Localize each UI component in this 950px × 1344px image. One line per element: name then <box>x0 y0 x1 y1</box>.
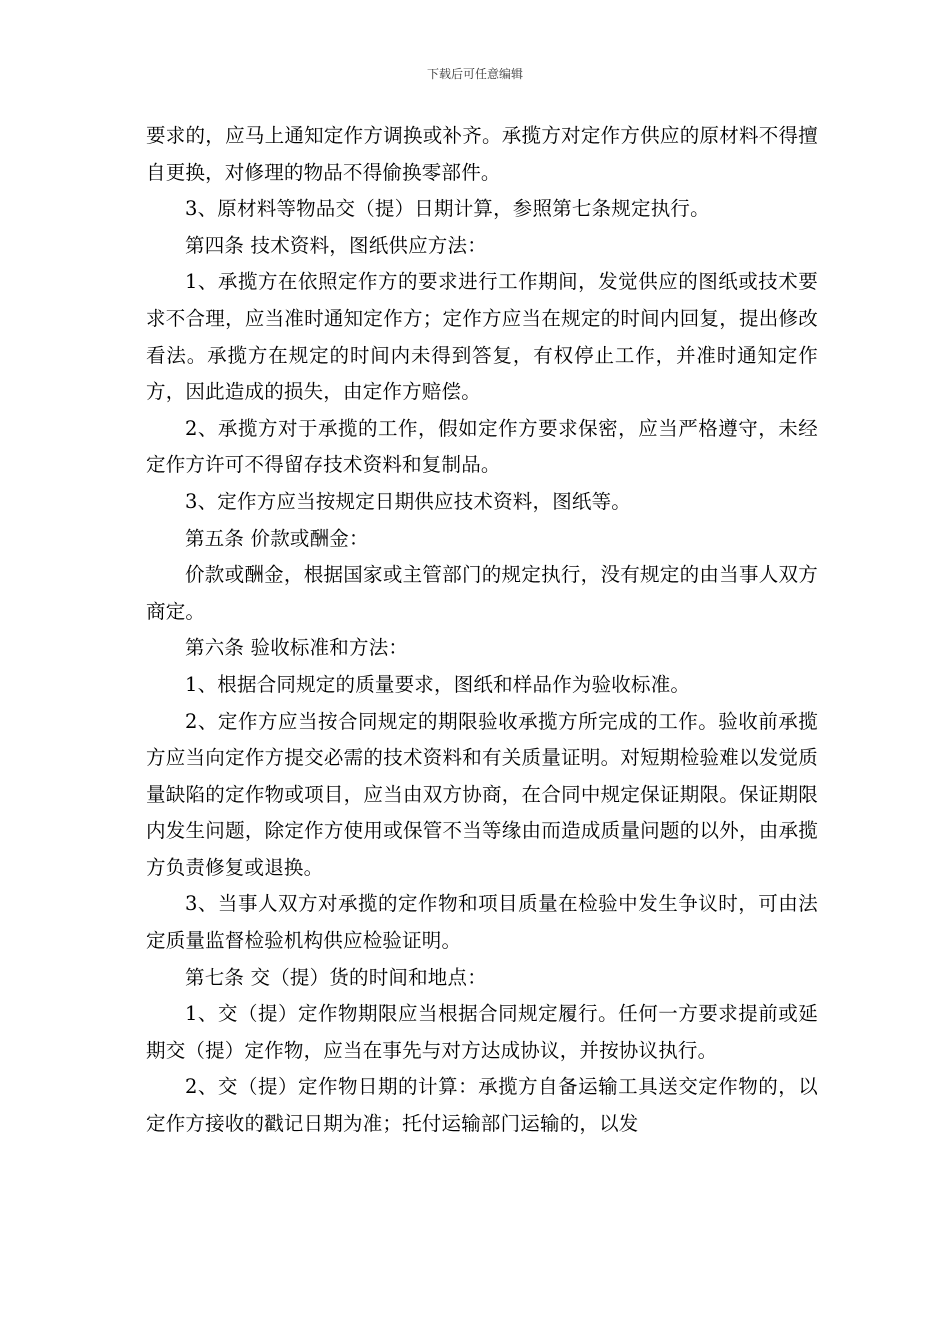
paragraph-article6-item1: 1、根据合同规定的质量要求，图纸和样品作为验收标准。 <box>185 672 691 696</box>
page-header: 下载后可任意编辑 <box>426 67 523 81</box>
article-7-heading: 第七条 交（提）货的时间和地点： <box>185 965 487 989</box>
paragraph-article7-item1: 1、交（提）定作物期限应当根据合同规定履行。任何一方要求提前或延期交（提）定作物，应当在事先与对方达成协议，并按协议执行。 <box>146 1002 818 1062</box>
article-5-heading: 第五条 价款或酬金： <box>185 526 369 550</box>
document-body <box>146 118 818 1143</box>
paragraph-article5-body: 价款或酬金，根据国家或主管部门的规定执行，没有规定的由当事人双方商定。 <box>146 563 818 623</box>
paragraph-article6-item3: 3、当事人双方对承揽的定作物和项目质量在检验中发生争议时，可由法定质量监督检验机构供应检验证明。 <box>146 892 818 953</box>
paragraph-article4-item2: 2、承揽方对于承揽的工作，假如定作方要求保密，应当严格遵守，未经定作方许可不得留存技术资料和复制品。 <box>146 416 818 477</box>
paragraph-article4-item1: 1、承揽方在依照定作方的要求进行工作期间，发觉供应的图纸或技术要求不合理，应当准时通知定作方；定作方应当在规定的时间内回复，提出修改看法。承揽方在规定的时间内未得到答复，有权停止工作，并准时通知定作方，因此造成的损失，由定作方赔偿。 <box>146 270 818 404</box>
paragraph-article7-item2: 2、交（提）定作物日期的计算：承揽方自备运输工具送交定作物的，以定作方接收的戳记日期为准；托付运输部门运输的，以发 <box>146 1075 818 1136</box>
article-6-heading: 第六条 验收标准和方法： <box>185 636 409 660</box>
paragraph-article4-item3: 3、定作方应当按规定日期供应技术资料，图纸等。 <box>185 489 632 513</box>
paragraph-article3-item3: 3、原材料等物品交（提）日期计算，参照第七条规定执行。 <box>185 197 710 221</box>
paragraph-continued: 要求的，应马上通知定作方调换或补齐。承揽方对定作方供应的原材料不得擅自更换，对修理的物品不得偷换零部件。 <box>146 124 818 184</box>
article-4-heading: 第四条 技术资料，图纸供应方法： <box>185 233 487 257</box>
paragraph-article6-item2: 2、定作方应当按合同规定的期限验收承揽方所完成的工作。验收前承揽方应当向定作方提交必需的技术资料和有关质量证明。对短期检验难以发觉质量缺陷的定作物或项目，应当由双方协商，在合同中规定保证期限。保证期限内发生问题，除定作方使用或保管不当等缘由而造成质量问题的以外，由承揽方负责修复或退换。 <box>146 709 818 879</box>
